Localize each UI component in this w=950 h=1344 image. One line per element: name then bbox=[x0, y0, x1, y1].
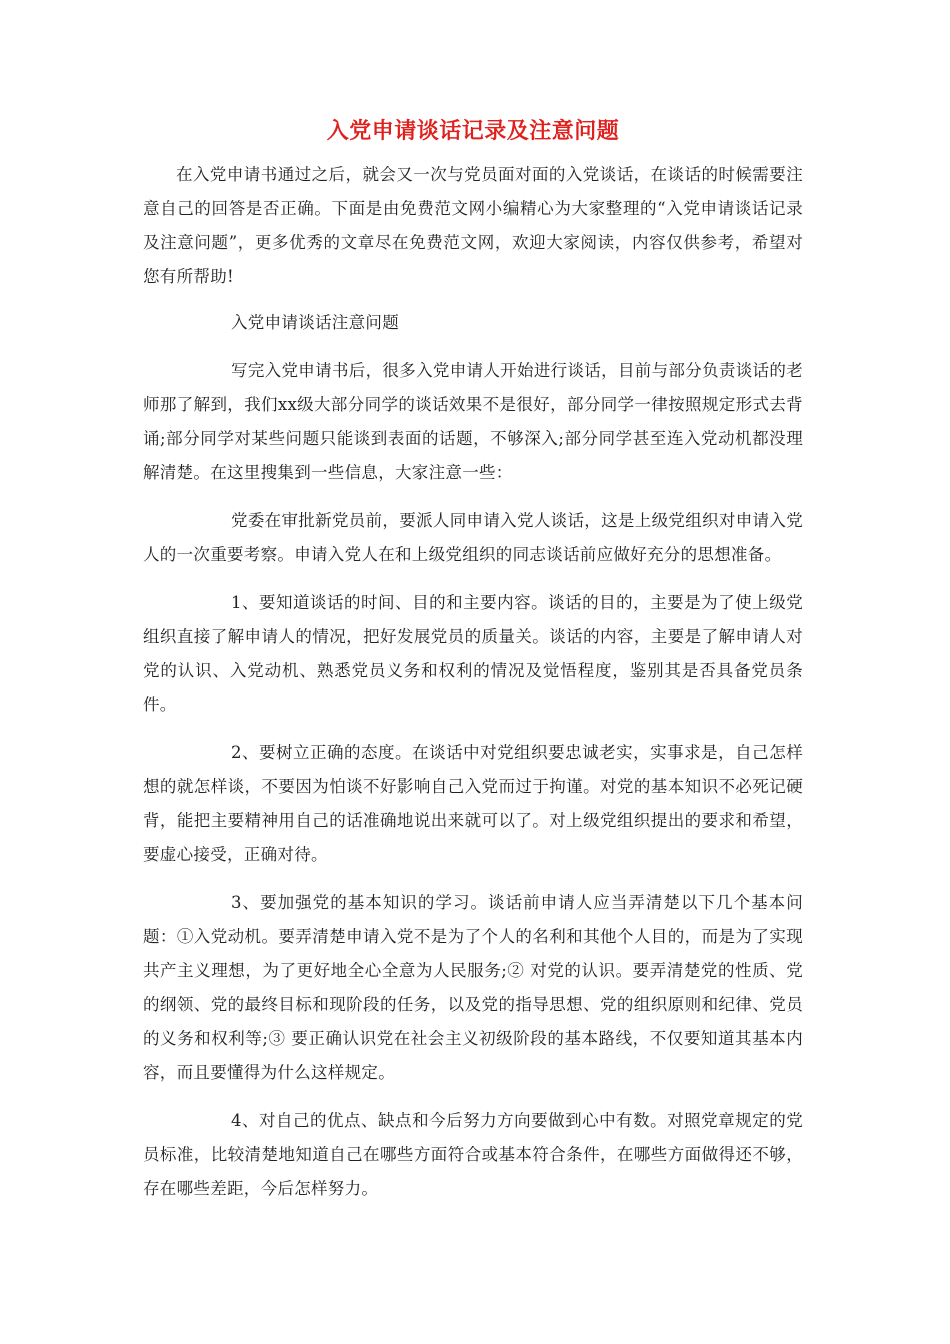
point-2-paragraph: 2、要树立正确的态度。在谈话中对党组织要忠诚老实，实事求是，自己怎样想的就怎样谈，不要因为怕谈不好影响自己入党而过于拘谨。对党的基本知识不必死记硬背，能把主要精神用自己的话准确地说出来就可以了。对上级党组织提出的要求和希望，要虚心接受，正确对待。 bbox=[143, 743, 803, 864]
point-3-paragraph: 3、要加强党的基本知识的学习。谈话前申请人应当弄清楚以下几个基本问题：①入党动机。要弄清楚申请入党不是为了个人的名利和其他个人目的，而是为了实现共产主义理想，为了更好地全心全意为人民服务;② 对党的认识。要弄清楚党的性质、党的纲领、党的最终目标和现阶段的任务，以及党的指导思想、党的组织原则和纪律、党员的义务和权利等;③ 要正确认识党在社会主义初级阶段的基本路线，不仅要知道其基本内容，而且要懂得为什么这样规定。 bbox=[143, 893, 803, 1082]
point-4-paragraph: 4、对自己的优点、缺点和今后努力方向要做到心中有数。对照党章规定的党员标准，比较清楚地知道自己在哪些方面符合或基本符合条件，在哪些方面做得还不够，存在哪些差距，今后怎样努力。 bbox=[143, 1111, 803, 1198]
body-paragraph: 党委在审批新党员前，要派人同申请入党人谈话，这是上级党组织对申请入党人的一次重要考察。申请入党人在和上级党组织的同志谈话前应做好充分的思想准备。 bbox=[143, 511, 803, 564]
point-1-paragraph: 1、要知道谈话的时间、目的和主要内容。谈话的目的，主要是为了使上级党组织直接了解申请人的情况，把好发展党员的质量关。谈话的内容，主要是了解申请人对党的认识、入党动机、熟悉党员义务和权利的情况及觉悟程度，鉴别其是否具备党员条件。 bbox=[143, 593, 803, 714]
intro-paragraph: 在入党申请书通过之后，就会又一次与党员面对面的入党谈话，在谈话的时候需要注意自己的回答是否正确。下面是由免费范文网小编精心为大家整理的“入党申请谈话记录及注意问题”，更多优秀的文章尽在免费范文网，欢迎大家阅读，内容仅供参考，希望对您有所帮助! bbox=[143, 165, 803, 286]
body-paragraph: 写完入党申请书后，很多入党申请人开始进行谈话，目前与部分负责谈话的老师那了解到，我们xx级大部分同学的谈话效果不是很好，部分同学一律按照规定形式去背诵;部分同学对某些问题只能谈到表面的话题，不够深入;部分同学甚至连入党动机都没理解清楚。在这里搜集到一些信息，大家注意一些： bbox=[143, 361, 803, 482]
document-title: 入党申请谈话记录及注意问题 bbox=[326, 119, 620, 144]
section-heading: 入党申请谈话注意问题 bbox=[231, 313, 399, 332]
document-page bbox=[143, 112, 803, 1206]
